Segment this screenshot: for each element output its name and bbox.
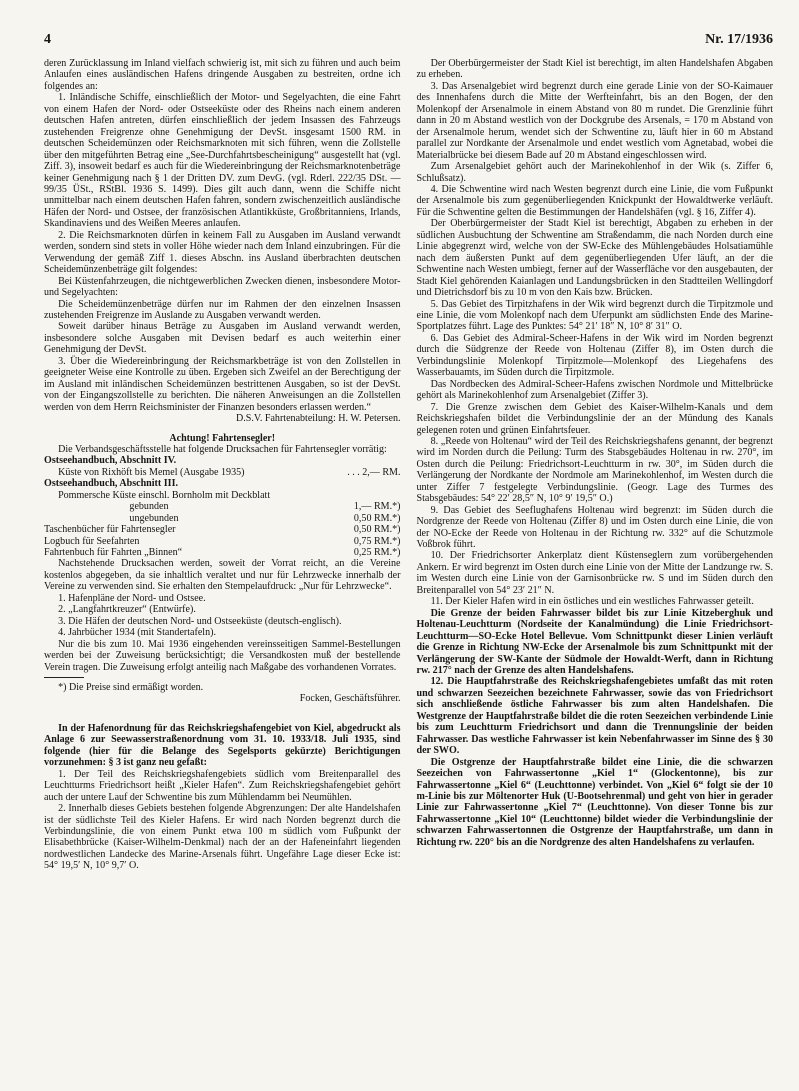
paragraph-hafenordnung: In der Hafenordnung für das Reichskriegshafengebiet von Kiel, abgedruckt als Anlage 6 zur Seewasserstraßenordnung vom 31. 10. 1933/18. Juli 1935, sind folgende (hier für die Belange des Segelsports gekürzte) Berichtigungen vorzunehmen: § 3 ist ganz neu gefaßt: (44, 722, 401, 769)
publication-5-row (44, 547, 401, 558)
paragraph-mai: Nur die bis zum 10. Mai 1936 eingehenden vereinsseitigen Sammel-Bestellungen werden bei der Zuweisung berücksichtigt; die Versandkosten muß der bestellende Verein tragen. Die Zuweisung erfolgt anteilig nach Maßgabe des vorhandenen Vorrates. (44, 638, 401, 673)
publication-2-ungeb: ungebunden (129, 512, 179, 524)
paragraph-r4b: Der Oberbürgermeister der Stadt Kiel ist berechtigt, Abgaben zu erheben in der südlichen Ausbuchtung der Schwentine am Straßendamm, die nach Norden durch eine Linie abgegrenzt wird, welche von der SW-Ecke des Mühlengebäudes Holsatiamühle nach dem äußersten Punkt auf dem gegenüberliegenden Ufer läuft, an der die Schwentine nach Westen umbiegt, ferner auf der Wasserfläche vor den ausgebauten, der Stadt Kiel gehörenden Kaianlagen und Landungsbrücken in den Stadtteilen Wellingdorf und Dietrichsdorf bis zu 10 m von den Kais bzw. Brücken. (416, 218, 773, 299)
footnote-rule (44, 677, 84, 678)
paragraph-2b: Soweit darüber hinaus Beträge zu Ausgaben im Ausland verwandt werden, insbesondere solche Ausgaben mit Devisen bedarf es auch weiterhin einer Genehmigung der DevSt. (44, 321, 401, 356)
paragraph-ob1: Der Oberbürgermeister der Stadt Kiel ist berechtigt, im alten Handelshafen Abgaben zu erheben. (416, 58, 773, 81)
publication-2-ungeb-price: 0,50 RM.*) (353, 512, 401, 524)
signature-focken: Focken, Geschäftsführer. (299, 693, 401, 705)
achtung-heading: Achtung! Fahrtensegler! (169, 432, 276, 444)
paragraph-2a: Die Scheidemünzenbeträge dürfen nur im Rahmen der den einzelnen Insassen zustehenden Freigrenze im Auslande zu Ausgaben verwandt werden. (44, 298, 401, 321)
publication-1-row (44, 467, 401, 478)
paragraph-r6: 6. Das Gebiet des Admiral-Scheer-Hafens in der Wik wird im Norden begrenzt durch die Südgrenze der Reede von Holtenau (Ziffer 8), im Osten durch die Verbindungslinie Molenkopf Tirpitzmole—Molenkopf des Liegehafens des Wasserbauamts, im Süden durch die Tirpitzmole. (416, 332, 773, 379)
paragraph-r9: 9. Das Gebiet des Seeflughafens Holtenau wird begrenzt: im Süden durch die Nordgrenze der Reede von Holtenau (Ziffer 8) und im Osten durch eine Linie, die von der NO-Ecke der Reede von Holtenau in der Richtung rw. 332° auf die Schutzmole Voßbrok führt. (416, 504, 773, 551)
paragraph-r6b: Das Nordbecken des Admiral-Scheer-Hafens zwischen Nordmole und Mittelbrücke gehört als Marinekohlenhof zum Arsenalgebiet (Ziffer 3). (416, 378, 773, 402)
paragraph-3: 3. Über die Wiedereinbringung der Reichsmarkbeträge ist von den Zollstellen in geeigneter Weise eine Kontrolle zu üben. Ergeben sich Zweifel an der Berechtigung der im Ausland mit inländischen Scheidemünzen bestrittenen Ausgaben, so ist der DevSt. von der Eingangszollstelle zu berichten. Die näheren Anweisungen an die Zollstellen werden von dem Herrn Reichsminister der Finanzen besonders erlassen werden.“ (44, 355, 401, 413)
publication-2-geb: gebunden (129, 501, 169, 513)
paragraph-h1: 1. Der Teil des Reichskriegshafengebiets südlich vom Breitenparallel des Leuchtturms Friedrichsort heißt „Kieler Hafen“. Zum Reichskriegshafengebiet gehört auch der untere Lauf der Schwentine bis zum Mühlendamm bei Neumühlen. (44, 768, 401, 803)
paragraph-r11b: Die Grenze der beiden Fahrwasser bildet bis zur Linie Kitzeberghuk und Holtenau-Leuchtturm (Nordseite der Kanalmündung) die Linie Friedrichsort-Leuchtturm—SO-Ecke Hotel Bellevue. Vom Schnittpunkt dieser Linien verläuft die Grenze in Richtung NW-Ecke der Arsenalmole bis zum Schnittpunkt mit der Verlängerung der SW-Kante der Südmole der Howaldt-Werft, dann in Richtung rw. 217° nach der Grenze des alten Handelshafens. (416, 607, 773, 677)
list-item-4: 4. Jahrbücher 1934 (mit Standertafeln). (58, 627, 216, 639)
publication-1-price: . . . 2,— RM. (347, 466, 401, 478)
paragraph-h2: 2. Innerhalb dieses Gebiets bestehen folgende Abgrenzungen: Der alte Handelshafen ist der südlichste Teil des Kieler Hafens. Er wird nach Norden begrenzt durch die Verbindungslinie, die von einem Punkt etwa 100 m südlich vom Fußpunkt der Elisabethbrücke (Kaiser-Wilhelm-Denkmal) nach der an der Hafeneinfahrt liegenden nordwestlichen Landecke des Marine-Arsenals führt. Ungefähre Lage dieser Ecke ist: 54° 19,5′ N, 10° 9,7′ O. (44, 803, 401, 872)
paragraph-r3b: Zum Arsenalgebiet gehört auch der Marinekohlenhof in der Wik (s. Ziffer 6, Schlußsatz). (416, 161, 773, 184)
publication-3-price: 0,50 RM.*) (353, 524, 401, 536)
publication-2-sub: Pommersche Küste einschl. Bornholm mit Deckblatt (58, 489, 271, 501)
paragraph-r12b: Die Ostgrenze der Hauptfahrstraße bildet eine Linie, die die schwarzen Seezeichen von Fahrwassertonne „Kiel 1“ (Glockentonne), bis zur Fahrwassertonne „Kiel 6“ (Leuchttonne) verbindet. Von „Kiel 6“ folgt sie der 10 m-Linie bis zur Möltenorter Huk (U-Bootsehrenmal) und geht von hier in gerader Linie zur Fahrwassertonne „Kiel 7“ (Leuchttonne). Von dieser Tonne bis zur Fahrwassertonne „Kiel 10“ (Leuchttonne) bildet wieder die Verbindungslinie der schwarzen Fahrwassertonnen die Ostgrenze der Hauptfahrstraße, um dann in Richtung rw. 220° bis an die Nordgrenze des alten Handelshafens zu verlaufen. (416, 756, 773, 848)
issue-number: Nr. 17/1936 (705, 32, 773, 47)
publication-3: Taschenbücher für Fahrtensegler (44, 524, 176, 536)
right-column (417, 58, 774, 872)
publication-1-sub: Küste von Rixhöft bis Memel (Ausgabe 1935) (58, 466, 245, 478)
publication-2-geb-row (44, 501, 401, 512)
publication-4-price: 0,75 RM.*) (353, 535, 401, 547)
publication-1-title: Ostseehandbuch, Abschnitt IV. (44, 455, 177, 467)
publication-4-row (44, 536, 401, 547)
list-item-1: 1. Hafenpläne der Nord- und Ostsee. (58, 592, 206, 604)
left-column (44, 58, 401, 872)
paragraph-r8: 8. „Reede von Holtenau“ wird der Teil des Reichskriegshafens genannt, der begrenzt wird im Norden durch die Peilung: Turm des Stabsgebäudes Holtenau in rw. 270°, im Osten durch die Peilung: Friedrichsort-Leuchtturm in rw. 30°, im Süden durch die Verlängerung der Nordkante der Nordmole am Marinekohlenhof, im Westen durch die unter Ziffer 7 festgelegte Verbindungslinie. (Geogr. Lage des Turmes des Stabsgebäudes: 54° 22′ 28,5″ N, 10° 9′ 19,5″ O.) (416, 435, 773, 505)
list-item-2: 2. „Langfahrtkreuzer“ (Entwürfe). (58, 604, 196, 616)
signature-petersen: D.S.V. Fahrtenabteilung: H. W. Petersen. (236, 413, 401, 425)
paragraph-r4: 4. Die Schwentine wird nach Westen begrenzt durch eine Linie, die vom Fußpunkt der Arsenalmole bis zum gegenüberliegenden Knickpunkt der Howaldtwerke verläuft. Für die Schwentine gelten die Bestimmungen der Handelshäfen (vgl. § 16, Ziffer 4). (416, 183, 773, 218)
paragraph-1: 1. Inländische Schiffe, einschließlich der Motor- und Segelyachten, die eine Fahrt von einem Hafen der Nord- oder Ostseeküste oder des Rheins nach einem anderen deutschen Hafen antreten, dürfen einschließlich der jedem Insassen des Fahrzeugs zustehenden Freigrenze ohne Genehmigung der DevSt. insgesamt 1500 RM. in deutschen Scheidemünzen oder Reichsmarknoten mit sich führen, wenn die Zollstelle über den mitgeführten Betrag eine „See-Durchfahrtsbescheinigung“ ausgestellt hat (vgl. Ziff. 3), insoweit bedarf es auch für die Wiedereinbringung der Reichsmarknotenbeträge keiner Genehmigung nach § 1 der Dritten DV. zum DevG. (vgl. Rderl. 222/35 DSt. — 99/35 ÜSt., RStBl. 1936 S. 1499). Dies gilt auch dann, wenn die Schiffe nicht unmittelbar nach einem deutschen Hafen fahren, sondern zwischenzeitlich ausländische Häfen der Nord- und Ostsee, der französischen Atlantikküste, Großbritanniens, Irlands, Skandinaviens und des Weißen Meeres anlaufen. (44, 92, 401, 230)
paragraph-r3: 3. Das Arsenalgebiet wird begrenzt durch eine gerade Linie von der SO-Kaimauer des Innenhafens durch die Mitte der Werfteinfahrt, bis an den Bogen, der den Molenkopf der Arsenalmole in einem Abstand von 80 m rundet. Die Grenzlinie führt dann in 20 m Abstand westlich von der Dockgrube des Arsenals, = 170 m Abstand von der Arsenalmole herum, wendet sich der Schwentine zu, läuft hier in 60 m Abstand parallel zur Nordkante der Arsenalmole und endet westlich vom Agnetabad, wobei die Materialbrücke bei diesem Bade auf 20 m Abstand eingeschlossen wird. (416, 80, 773, 161)
publication-2-ungeb-row (44, 513, 401, 524)
publication-3-row (44, 524, 401, 535)
publication-2-title: Ostseehandbuch, Abschnitt III. (44, 478, 178, 490)
list-item-3: 3. Die Häfen der deutschen Nord- und Ostseeküste (deutsch-englisch). (58, 615, 342, 627)
paragraph-kostenlos: Nachstehende Drucksachen werden, soweit der Vorrat reicht, an die Vereine kostenlos abgegeben, da sie inhaltlich veraltet und nur für Lehrzwecke innerhalb der Vereine zu verwenden sind. Sie erhalten den Stempelaufdruck: „Nur für Lehrzwecke“. (44, 558, 401, 593)
columns (44, 58, 773, 872)
publication-4: Logbuch für Seefahrten (44, 535, 140, 547)
page-number: 4 (44, 32, 51, 47)
footnote: *) Die Preise sind ermäßigt worden. (58, 682, 204, 694)
paragraph-r7: 7. Die Grenze zwischen dem Gebiet des Kaiser-Wilhelm-Kanals und dem Reichskriegshafen bildet die Verbindungslinie der an der Mündung des Kanals gelegenen roten und grünen Einfahrtsfeuer. (416, 401, 773, 436)
publication-5-price: 0,25 RM.*) (353, 547, 401, 559)
paragraph-2-kuesten: Bei Küstenfahrzeugen, die nichtgewerblichen Zwecken dienen, insbesondere Motor- und Segelyachten: (44, 275, 401, 299)
achtung-intro: Die Verbandsgeschäftsstelle hat folgende Drucksachen für Fahrtensegler vorrätig: (58, 443, 387, 455)
paragraph-intro: deren Zurücklassung im Inland vielfach schwierig ist, mit sich zu führen und auch beim Anlaufen eines ausländischen Hafens dringende Ausgaben zu bestreiten, ordne ich folgendes an: (44, 58, 401, 92)
paragraph-r12: 12. Die Hauptfahrstraße des Reichskriegshafengebietes umfaßt das mit roten und schwarzen Seezeichen bezeichnete Fahrwasser, sowie das von Friedrichsort sich anschließende östliche Fahrwasser bis zum alten Handelshafen. Die Westgrenze der Hauptfahrstraße bildet die die roten Seezeichen verbindende Linie bis zum Leuchtturm Friedrichsort und dann die Trennungslinie der beiden Fahrwasser. Das westliche Fahrwasser ist kein Nebenfahrwasser im Sinne des § 30 der SWO. (416, 676, 773, 757)
paragraph-r11: 11. Der Kieler Hafen wird in ein östliches und ein westliches Fahrwasser geteilt. (430, 596, 754, 608)
page-header (44, 30, 773, 54)
publication-2-geb-price: 1,— RM.*) (353, 501, 401, 513)
paragraph-2: 2. Die Reichsmarknoten dürfen in keinem Fall zu Ausgaben im Ausland verwandt werden, sondern sind stets in voller Höhe wieder nach dem Inland einzubringen. Für die Verwendung der gemäß Ziff 1. dieses Abschn. ins Ausland überbrachten deutschen Scheidemünzenbeträge gilt folgendes: (44, 229, 401, 276)
paragraph-r5: 5. Das Gebiet des Tirpitzhafens in der Wik wird begrenzt durch die Tirpitzmole und eine Linie, die vom Molenkopf nach dem Uferpunkt am südlichsten Ende des Marine-Sportplatzes führt. Lage des Punktes: 54° 21′ 18″ N, 10° 8′ 31″ O. (416, 298, 773, 333)
publication-5: Fahrtenbuch für Fahrten „Binnen“ (44, 547, 183, 559)
paragraph-r10: 10. Der Friedrichsorter Ankerplatz dient Küstenseglern zum vorübergehenden Ankern. Er wird begrenzt im Osten durch eine Linie von der Mitte der Landzunge rw. S. im Westen durch eine Linie von der Garnisonbrücke rw. S und im Süden durch den Breitenparallel von 54° 23′ 21″ N. (416, 550, 773, 596)
